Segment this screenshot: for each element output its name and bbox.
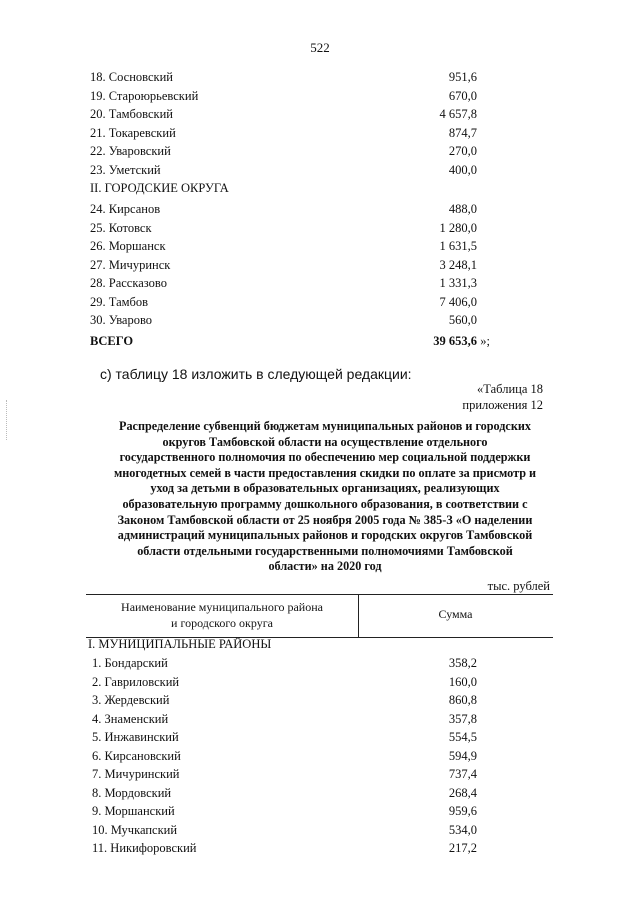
city-value: 560,0: [448, 313, 477, 327]
list-item: [90, 87, 477, 105]
column-header-name: Наименование муниципального района и городского округа: [121, 600, 323, 630]
table-row: [92, 802, 477, 820]
district-name: 21. Токаревский: [90, 125, 176, 140]
table-row: [92, 673, 477, 691]
city-name: 30. Уварово: [90, 313, 153, 327]
district-value: 4 657,8: [439, 107, 477, 121]
heading-line: Законом Тамбовской области от 25 ноября 2005 года № 385-З «О наделении: [117, 512, 533, 527]
total-row: [90, 332, 490, 350]
district-value: 670,0: [448, 88, 477, 103]
list-item: [90, 124, 477, 142]
heading-line: области отдельными государственными полномочиями Тамбовской: [137, 543, 513, 558]
heading-line: округов Тамбовской области на осуществление отдельного: [162, 434, 488, 449]
table-row: [92, 728, 477, 746]
heading-line: Распределение субвенций бюджетам муниципальных районов и городских: [119, 419, 531, 433]
district-name: 6. Кирсановский: [92, 748, 181, 763]
page-number: 522: [310, 40, 330, 55]
list-item: [90, 200, 477, 218]
table-row: [92, 691, 477, 709]
district-value: 270,0: [448, 144, 477, 158]
district-name: 4. Знаменский: [92, 711, 169, 726]
district-value: 874,7: [448, 125, 477, 140]
list-item: [90, 237, 477, 255]
table-row: [92, 821, 477, 839]
district-name: 5. Инжавинский: [92, 730, 179, 744]
list-item: [90, 256, 477, 274]
district-name: 20. Тамбовский: [90, 107, 173, 121]
district-value: 160,0: [448, 674, 477, 689]
district-name: 3. Жердевский: [92, 693, 170, 707]
district-value: 959,6: [448, 804, 477, 818]
units-label: тыс. рублей: [487, 579, 550, 593]
scan-margin-mark: [6, 400, 9, 440]
list-item: [90, 311, 477, 329]
city-name: 26. Моршанск: [90, 239, 166, 253]
heading-line: области» на 2020 год: [268, 559, 382, 574]
city-name: 27. Мичуринск: [90, 257, 171, 272]
list-item: [90, 293, 477, 311]
city-value: 3 248,1: [439, 257, 477, 272]
city-value: 7 406,0: [439, 294, 477, 309]
list-item: [90, 274, 477, 292]
table-row: [92, 765, 477, 783]
heading-line: государственного полномочия по обеспечению мер социальной поддержки: [119, 450, 531, 465]
city-value: 488,0: [448, 202, 477, 216]
heading-line: образовательную программу дошкольного образования, в соответствии с: [122, 496, 528, 511]
city-name: 29. Тамбов: [90, 294, 149, 309]
total-value: 39 653,6: [433, 334, 477, 348]
district-name: 2. Гавриловский: [92, 674, 180, 689]
heading-line: многодетных семей в части предоставления скидки по оплате за присмотр и: [113, 465, 537, 480]
district-value: 358,2: [448, 656, 477, 670]
table-row: [92, 784, 477, 802]
district-value: 357,8: [448, 711, 477, 726]
total-label: ВСЕГО: [90, 334, 134, 348]
district-value: 860,8: [448, 693, 477, 707]
heading-line: уход за детьми в образовательных организациях, реализующих: [150, 481, 500, 496]
district-name: 19. Староюрьевский: [90, 88, 199, 103]
city-value: 1 631,5: [439, 239, 477, 253]
table-row: [92, 654, 477, 672]
heading-line: администраций муниципальных районов и городских округов Тамбовской: [117, 528, 533, 543]
table-caption-appendix: приложения 12: [462, 398, 543, 412]
instruction-text: с) таблицу 18 изложить в следующей редакции:: [100, 366, 412, 382]
table-row: [92, 710, 477, 728]
district-name: 23. Уметский: [90, 162, 161, 177]
table-row: [92, 747, 477, 765]
district-value: 951,6: [448, 70, 477, 84]
column-header-sum: Сумма: [438, 607, 473, 621]
district-value: 268,4: [448, 785, 477, 800]
list-item: [90, 219, 477, 237]
district-name: 11. Никифоровский: [92, 841, 197, 855]
list-item: [90, 142, 477, 160]
district-name: 8. Мордовский: [92, 785, 172, 800]
list-item: [90, 68, 477, 86]
district-name: 9. Моршанский: [92, 804, 175, 818]
district-value: 400,0: [448, 162, 477, 177]
document-heading: [95, 419, 555, 575]
district-name: 7. Мичуринский: [92, 767, 180, 781]
list-item: [90, 161, 477, 179]
table-row: [92, 839, 477, 857]
district-value: 554,5: [448, 730, 477, 744]
table-caption-number: «Таблица 18: [477, 382, 543, 396]
city-value: 1 331,3: [439, 276, 477, 290]
section-heading-city-districts: II. ГОРОДСКИЕ ОКРУГА: [90, 181, 229, 195]
district-value: 737,4: [448, 767, 477, 781]
district-value: 534,0: [448, 822, 477, 837]
district-name: 22. Уваровский: [90, 144, 171, 158]
city-name: 28. Рассказово: [90, 276, 167, 290]
closing-quote: »;: [480, 334, 490, 348]
district-name: 10. Мучкапский: [92, 822, 178, 837]
district-value: 594,9: [448, 748, 477, 763]
district-name: 18. Сосновский: [90, 70, 173, 84]
city-name: 25. Котовск: [90, 220, 152, 235]
section-heading-municipal-districts: I. МУНИЦИПАЛЬНЫЕ РАЙОНЫ: [88, 637, 272, 651]
table-header: [86, 594, 553, 638]
district-value: 217,2: [448, 841, 477, 855]
list-item: [90, 105, 477, 123]
district-name: 1. Бондарский: [92, 656, 168, 670]
city-value: 1 280,0: [439, 220, 477, 235]
city-name: 24. Кирсанов: [90, 202, 161, 216]
